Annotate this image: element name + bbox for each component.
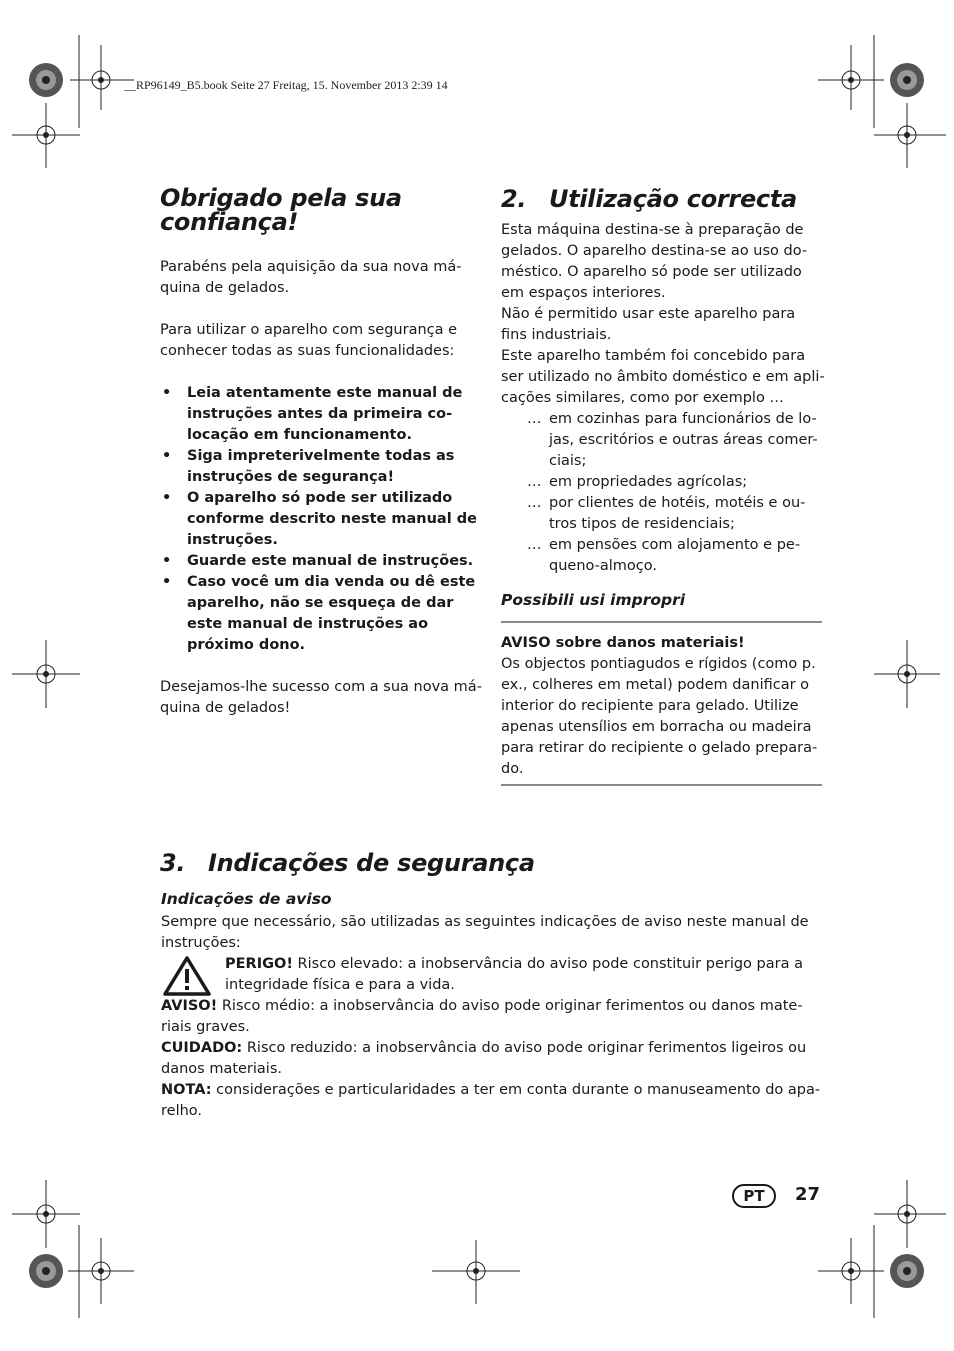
caution-label: CUIDADO: [161, 1040, 243, 1056]
page-number: 27 [795, 1184, 821, 1205]
section-title: Utilização correcta [549, 185, 797, 213]
material-damage-notice [501, 633, 825, 780]
danger-label: PERIGO! [225, 956, 293, 972]
warning-triangle-icon [162, 955, 212, 997]
not-industrial-paragraph: Não é permitido usar este aparelho para fins industriais. [501, 306, 796, 343]
caution-level [161, 1038, 825, 1080]
danger-warning [225, 954, 825, 996]
instructions-bullet-list [160, 383, 482, 656]
usage-intro-paragraph: Para utilizar o aparelho com segurança e conhecer todas as suas funcionalidades: [160, 322, 458, 359]
closing-paragraph: Desejamos-lhe sucesso com a sua nova má- quina de gelados! [160, 679, 482, 716]
intended-use-paragraph: Esta máquina destina-se à preparação de gelados. O aparelho destina-se ao uso do- méstico. O aparelho só pode ser utilizado em espaços interiores. [501, 222, 808, 301]
right-column [501, 220, 825, 577]
warning-text: Risco médio: a inobservância do aviso pode originar ferimentos ou danos mate- riais graves. [161, 998, 803, 1035]
section-2-heading [501, 184, 797, 214]
usage-examples-list [501, 409, 825, 577]
bullet-dot: • [162, 385, 172, 401]
section-number: 3. [160, 849, 186, 877]
congrats-paragraph: Parabéns pela aquisição da sua nova má- quina de gelados. [160, 259, 462, 296]
bullet-dot: • [162, 490, 172, 506]
list-item: … em propriedades agrícolas; [527, 474, 748, 490]
warning-level [161, 996, 825, 1038]
warning-intro-paragraph: Sempre que necessário, são utilizadas as seguintes indicações de aviso neste manual de instruções: [161, 914, 809, 951]
bullet-item: • O aparelho só pode ser utilizado conforme descrito neste manual de instruções. [162, 490, 477, 548]
notice-text: Os objectos pontiagudos e rígidos (como p. ex., colheres em metal) podem danificar o interior do recipiente para gelado. Utilize apenas utensílios em borracha ou madeira para retirar do recipiente o gelado prepara- do. [501, 656, 818, 777]
note-level [161, 1080, 825, 1122]
section-number: 2. [501, 185, 527, 213]
notice-top-rule [501, 621, 822, 623]
thank-you-title: Obrigado pela sua confiança! [160, 184, 402, 236]
list-item: … em cozinhas para funcionários de lo- jas, escritórios e outras áreas comer- ciais; [527, 411, 818, 469]
bullet-dot: • [162, 574, 172, 590]
bullet-item: • Guarde este manual de instruções. [160, 551, 482, 572]
warning-notes-subheading: Indicações de aviso [161, 890, 332, 908]
list-item: … por clientes de hotéis, motéis e ou- tros tipos de residenciais; [527, 495, 806, 532]
note-text: considerações e particularidades a ter em conta durante o manuseamento do apa- relho. [161, 1082, 821, 1119]
caution-text: Risco reduzido: a inobservância do aviso pode originar ferimentos ligeiros ou danos materiais. [161, 1040, 807, 1077]
bullet-dot: • [162, 553, 172, 569]
danger-text: Risco elevado: a inobservância do aviso pode constituir perigo para a integridade física e para a vida. [225, 956, 803, 993]
note-label: NOTA: [161, 1082, 212, 1098]
warning-label: AVISO! [161, 998, 218, 1014]
improper-use-subheading: Possibili usi impropri [501, 591, 686, 609]
bullet-item: • Siga impreterivelmente todas as instruções de segurança! [162, 448, 455, 485]
bullet-dot: • [162, 448, 172, 464]
section-3-heading [160, 848, 535, 878]
notice-bottom-rule [501, 784, 822, 786]
domestic-use-paragraph: Este aparelho também foi concebido para ser utilizado no âmbito doméstico e em apli- cações similares, como por exemplo … [501, 348, 825, 406]
warning-levels [161, 996, 825, 1122]
language-badge: PT [732, 1184, 776, 1208]
left-column [160, 257, 482, 719]
bullet-item: • Caso você um dia venda ou dê este aparelho, não se esqueça de dar este manual de instruções ao próximo dono. [162, 574, 476, 653]
list-item: … em pensões com alojamento e pe- queno-almoço. [527, 537, 801, 574]
section-title: Indicações de segurança [208, 849, 535, 877]
print-header: __RP96149_B5.book Seite 27 Freitag, 15. November 2013 2:39 14 [124, 78, 448, 92]
notice-title: AVISO sobre danos materiais! [501, 635, 745, 651]
bullet-item: • Leia atentamente este manual de instruções antes da primeira co- locação em funcionamento. [162, 385, 463, 443]
